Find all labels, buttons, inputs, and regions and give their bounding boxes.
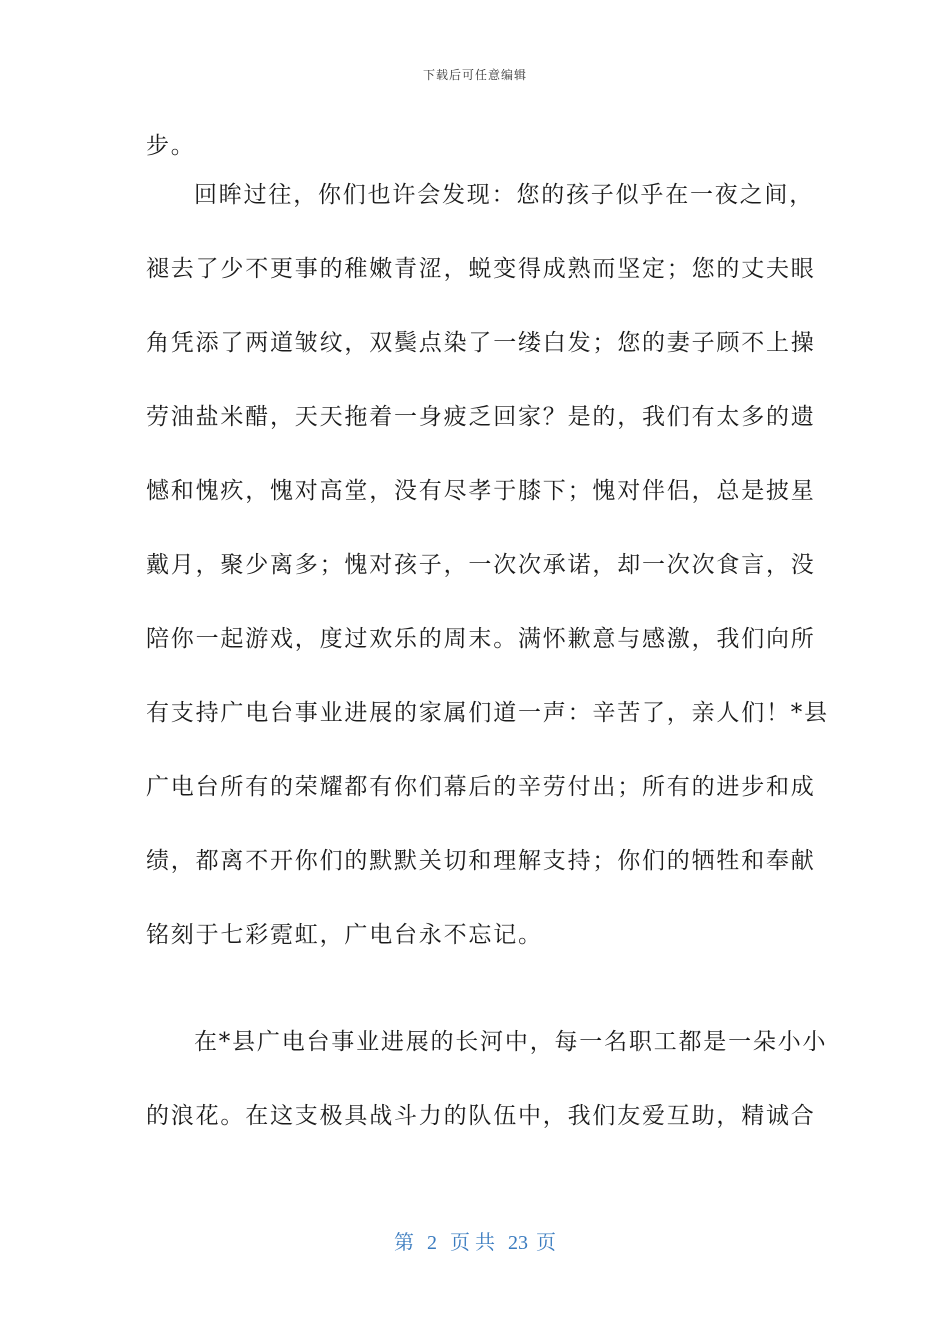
paragraph-staff [146, 1027, 828, 1175]
paragraph-family-thanks [146, 180, 829, 994]
text-line: 回眸过往，你们也许会发现：您的孩子似乎在一夜之间， [194, 182, 814, 208]
text-line: 褪去了少不更事的稚嫩青涩，蜕变得成熟而坚定；您的丈夫眼 [146, 256, 816, 282]
text-line: 憾和愧疚，愧对高堂，没有尽孝于膝下；愧对伴侣，总是披星 [146, 478, 816, 504]
text-line: 广电台所有的荣耀都有你们幕后的辛劳付出；所有的进步和成 [146, 774, 816, 800]
text-line: 陪你一起游戏，度过欢乐的周末。满怀歉意与感激，我们向所 [146, 626, 816, 652]
text-line: 劳油盐米醋，天天拖着一身疲乏回家？是的，我们有太多的遗 [146, 404, 816, 430]
footer-page-number: 2 [427, 1232, 437, 1254]
footer-prefix: 第 [394, 1232, 414, 1254]
page-header: 下载后可任意编辑 [422, 68, 527, 82]
text-line: 在*县广电台事业进展的长河中，每一名职工都是一朵小小 [194, 1029, 828, 1055]
text-line: 绩，都离不开你们的默默关切和理解支持；你们的牺牲和奉献 [146, 848, 816, 874]
text-line: 角凭添了两道皱纹，双鬓点染了一缕白发；您的妻子顾不上操 [146, 330, 816, 356]
text-line: 戴月，聚少离多；愧对孩子，一次次承诺，却一次次食言，没 [146, 552, 816, 578]
footer-middle: 页 共 [450, 1232, 495, 1254]
text-line: 的浪花。在这支极具战斗力的队伍中，我们友爱互助，精诚合 [146, 1103, 816, 1129]
text-line: 步。 [146, 133, 196, 159]
page-number-footer [0, 1226, 950, 1255]
footer-total-pages: 23 [508, 1232, 528, 1254]
text-line: 有支持广电台事业进展的家属们道一声：辛苦了，亲人们！*县 [146, 700, 829, 726]
text-line: 铭刻于七彩霓虹，广电台永不忘记。 [146, 922, 543, 948]
footer-suffix: 页 [536, 1232, 556, 1254]
